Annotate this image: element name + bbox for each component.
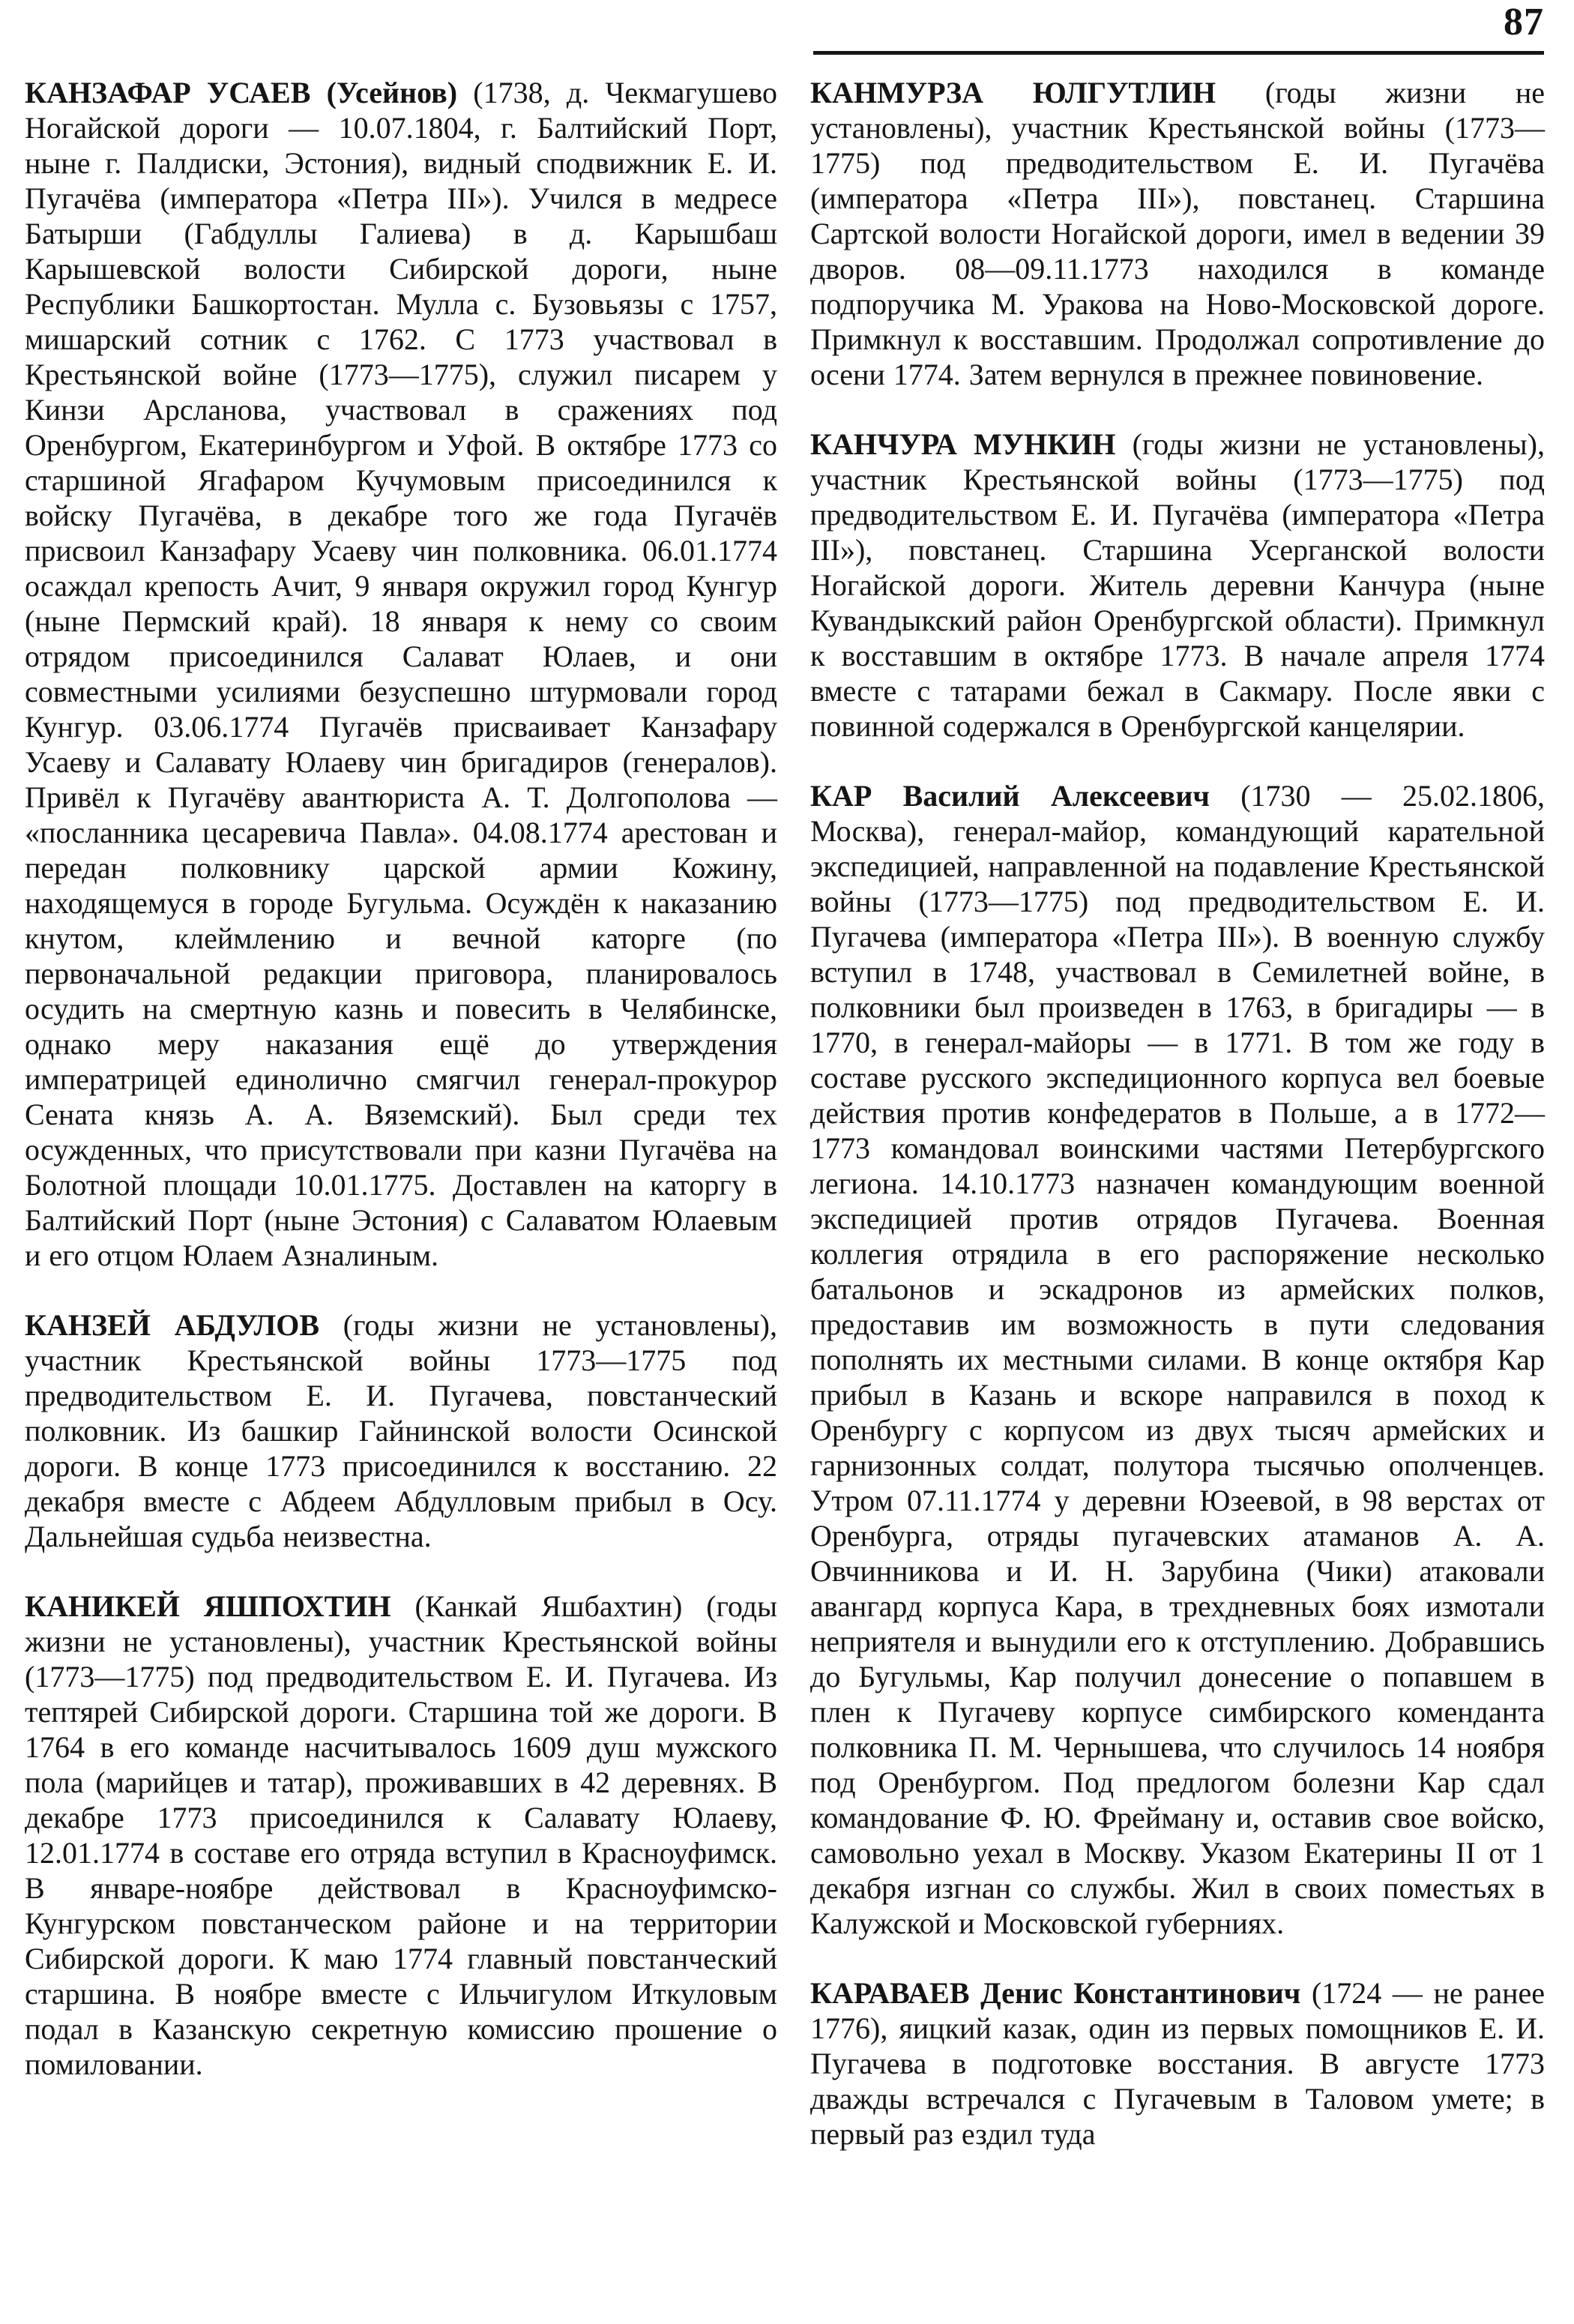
column-right [810,75,1545,2152]
entry-kanikey-yashpokhtin [25,1589,777,2082]
page-number: 87 [1504,1,1544,43]
entry-body: (годы жизни не установлены), участник Крестьянской войны (1773—1775) под предводительством Е. И. Пугачёва (императора «Петра III»), повстанец. Старшина Сартской волости Ногайской дороги, имел в ведении 39 дворов. 08—09.11.1773 находился в команде подпоручика М. Уракова на Ново-Московской дороге. Примкнул к восставшим. Продолжал сопротивление до осени 1774. Затем вернулся в прежнее повиновение. [810,76,1546,391]
entry-headword: КАНИКЕЙ ЯШПОХТИН [25,1589,391,1623]
entry-body: (1730 — 25.02.1806, Москва), генерал-майор, командующий карательной экспедицией, направленной на подавление Крестьянской войны (1773—1775) под предводительством Е. И. Пугачева (императора «Петра III»). В военную службу вступил в 1748, участвовал в Семилетней войне, в полковники был произведен в 1763, в бригадиры — в 1770, в генерал-майоры — в 1771. В том же году в составе русского экспедиционного корпуса вел боевые действия против конфедератов в Польше, а в 1772—1773 командовал воинскими частями Петербургского легиона. 14.10.1773 назначен командующим военной экспедицией против отрядов Пугачева. Военная коллегия отрядила в его распоряжение несколько батальонов и эскадронов из армейских полков, предоставив им возможность в пути следования пополнять их местными силами. В конце октября Кар прибыл в Казань и вскоре направился в поход к Оренбургу с корпусом из двух тысяч армейских и гарнизонных солдат, полутора тысячью ополченцев. Утром 07.11.1774 у деревни Юзеевой, в 98 верстах от Оренбурга, отряды пугачевских атаманов А. А. Овчинникова и И. Н. Зарубина (Чики) атаковали авангард корпуса Кара, в трехдневных боях измотали неприятеля и вынудили его к отступлению. Добравшись до Бугульмы, Кар получил донесение о попавшем в плен к Пугачеву корпусе симбирского коменданта полковника П. М. Чернышева, что случилось 14 ноября под Оренбургом. Под предлогом болезни Кар сдал командование Ф. Ю. Фрейману и, оставив свое войско, самовольно уехал в Москву. Указом Екатерины II от 1 декабря изгнан со службы. Жил в своих поместьях в Калужской и Московской губерниях. [810,779,1546,1940]
entry-kanzafar-usaev [25,75,777,1273]
entry-headword: КАНЗЕЙ АБДУЛОВ [25,1308,320,1342]
entry-body: (Канкай Яшбахтин) (годы жизни не установлены), участник Крестьянской войны (1773—1775) под предводительством Е. И. Пугачева. Из тептярей Сибирской дороги. Старшина той же дороги. В 1764 в его команде насчитывалось 1609 душ мужского пола (марийцев и татар), проживавших в 42 деревнях. В декабре 1773 присоединился к Салавату Юлаеву, 12.01.1774 в составе его отряда вступил в Красноуфимск. В январе-ноябре действовал в Красноуфимско-Кунгурском повстанческом районе и на территории Сибирской дороги. К маю 1774 главный повстанческий старшина. В ноябре вместе с Ильчигулом Иткуловым подал в Казанскую секретную комиссию прошение о помиловании. [25,1589,777,2081]
header-rule [813,51,1544,55]
entry-headword: КАНЗАФАР УСАЕВ (Усейнов) [25,76,458,109]
entry-body: (1738, д. Чекмагушево Ногайской дороги — 10.07.1804, г. Балтийский Порт, ныне г. Палдиски, Эстония), видный сподвижник Е. И. Пугачёва (императора «Петра III»). Учился в медресе Батырши (Габдуллы Галиева) в д. Карышбаш Карышевской волости Сибирской дороги, ныне Республики Башкортостан. Мулла с. Бузовьязы с 1757, мишарский сотник с 1762. С 1773 участвовал в Крестьянской войне (1773—1775), служил писарем у Кинзи Арсланова, участвовал в сражениях под Оренбургом, Екатеринбургом и Уфой. В октябре 1773 со старшиной Ягафаром Кучумовым присоединился к войску Пугачёва, в декабре того же года Пугачёв присвоил Канзафару Усаеву чин полковника. 06.01.1774 осаждал крепость Ачит, 9 января окружил город Кунгур (ныне Пермский край). 18 января к нему со своим отрядом присоединился Салават Юлаев, и они совместными усилиями безуспешно штурмовали город Кунгур. 03.06.1774 Пугачёв присваивает Канзафару Усаеву и Салавату Юлаеву чин бригадиров (генералов). Привёл к Пугачёву авантюриста А. Т. Долгополова — «посланника цесаревича Павла». 04.08.1774 арестован и передан полковнику царской армии Кожину, находящемуся в городе Бугульма. Осуждён к наказанию кнутом, клеймлению и вечной каторге (по первоначальной редакции приговора, планировалось осудить на смертную казнь и повесить в Челябинске, однако меру наказания ещё до утверждения императрицей единолично смягчил генерал-прокурор Сената князь А. А. Вяземский). Был среди тех осужденных, что присутствовали при казни Пугачёва на Болотной площади 10.01.1775. Доставлен на каторгу в Балтийский Порт (ныне Эстония) с Салаватом Юлаевым и его отцом Юлаем Азналиным. [25,76,777,1272]
entry-body: (годы жизни не установлены), участник Крестьянской войны (1773—1775) под предводительством Е. И. Пугачёва (императора «Петра III»), повстанец. Старшина Усерганской волости Ногайской дороги. Житель деревни Канчура (ныне Кувандыкский район Оренбургской области). Примкнул к восставшим в октябре 1773. В начале апреля 1774 вместе с татарами бежал в Сакмару. После явки с повинной содержался в Оренбургской канцелярии. [810,427,1546,743]
entry-headword: КАРАВАЕВ Денис Константинович [810,1976,1301,2010]
entry-kar-vasiliy [810,778,1545,1941]
entry-headword: КАР Василий Алексеевич [810,779,1210,813]
entry-headword: КАНМУРЗА ЮЛГУТЛИН [810,76,1216,109]
text-columns [25,75,1545,2152]
entry-body: (1724 — не ранее 1776), яицкий казак, один из первых помощников Е. И. Пугачева в подготовке восстания. В августе 1773 дважды встречался с Пугачевым в Таловом умете; в первый раз ездил туда [810,1976,1546,2151]
entry-headword: КАНЧУРА МУНКИН [810,427,1116,461]
entry-body: (годы жизни не установлены), участник Крестьянской войны 1773—1775 под предводительством Е. И. Пугачева, повстанческий полковник. Из башкир Гайнинской волости Осинской дороги. В конце 1773 присоединился к восстанию. 22 декабря вместе с Абдеем Абдулловым прибыл в Осу. Дальнейшая судьба неизвестна. [25,1308,778,1553]
entry-kanzey-abdulov [25,1307,777,1554]
entry-kanmurza-yulgutlin [810,75,1545,392]
entry-kanchura-munkin [810,427,1545,744]
column-left [25,75,777,2082]
entry-karavaev-denis [810,1975,1545,2152]
